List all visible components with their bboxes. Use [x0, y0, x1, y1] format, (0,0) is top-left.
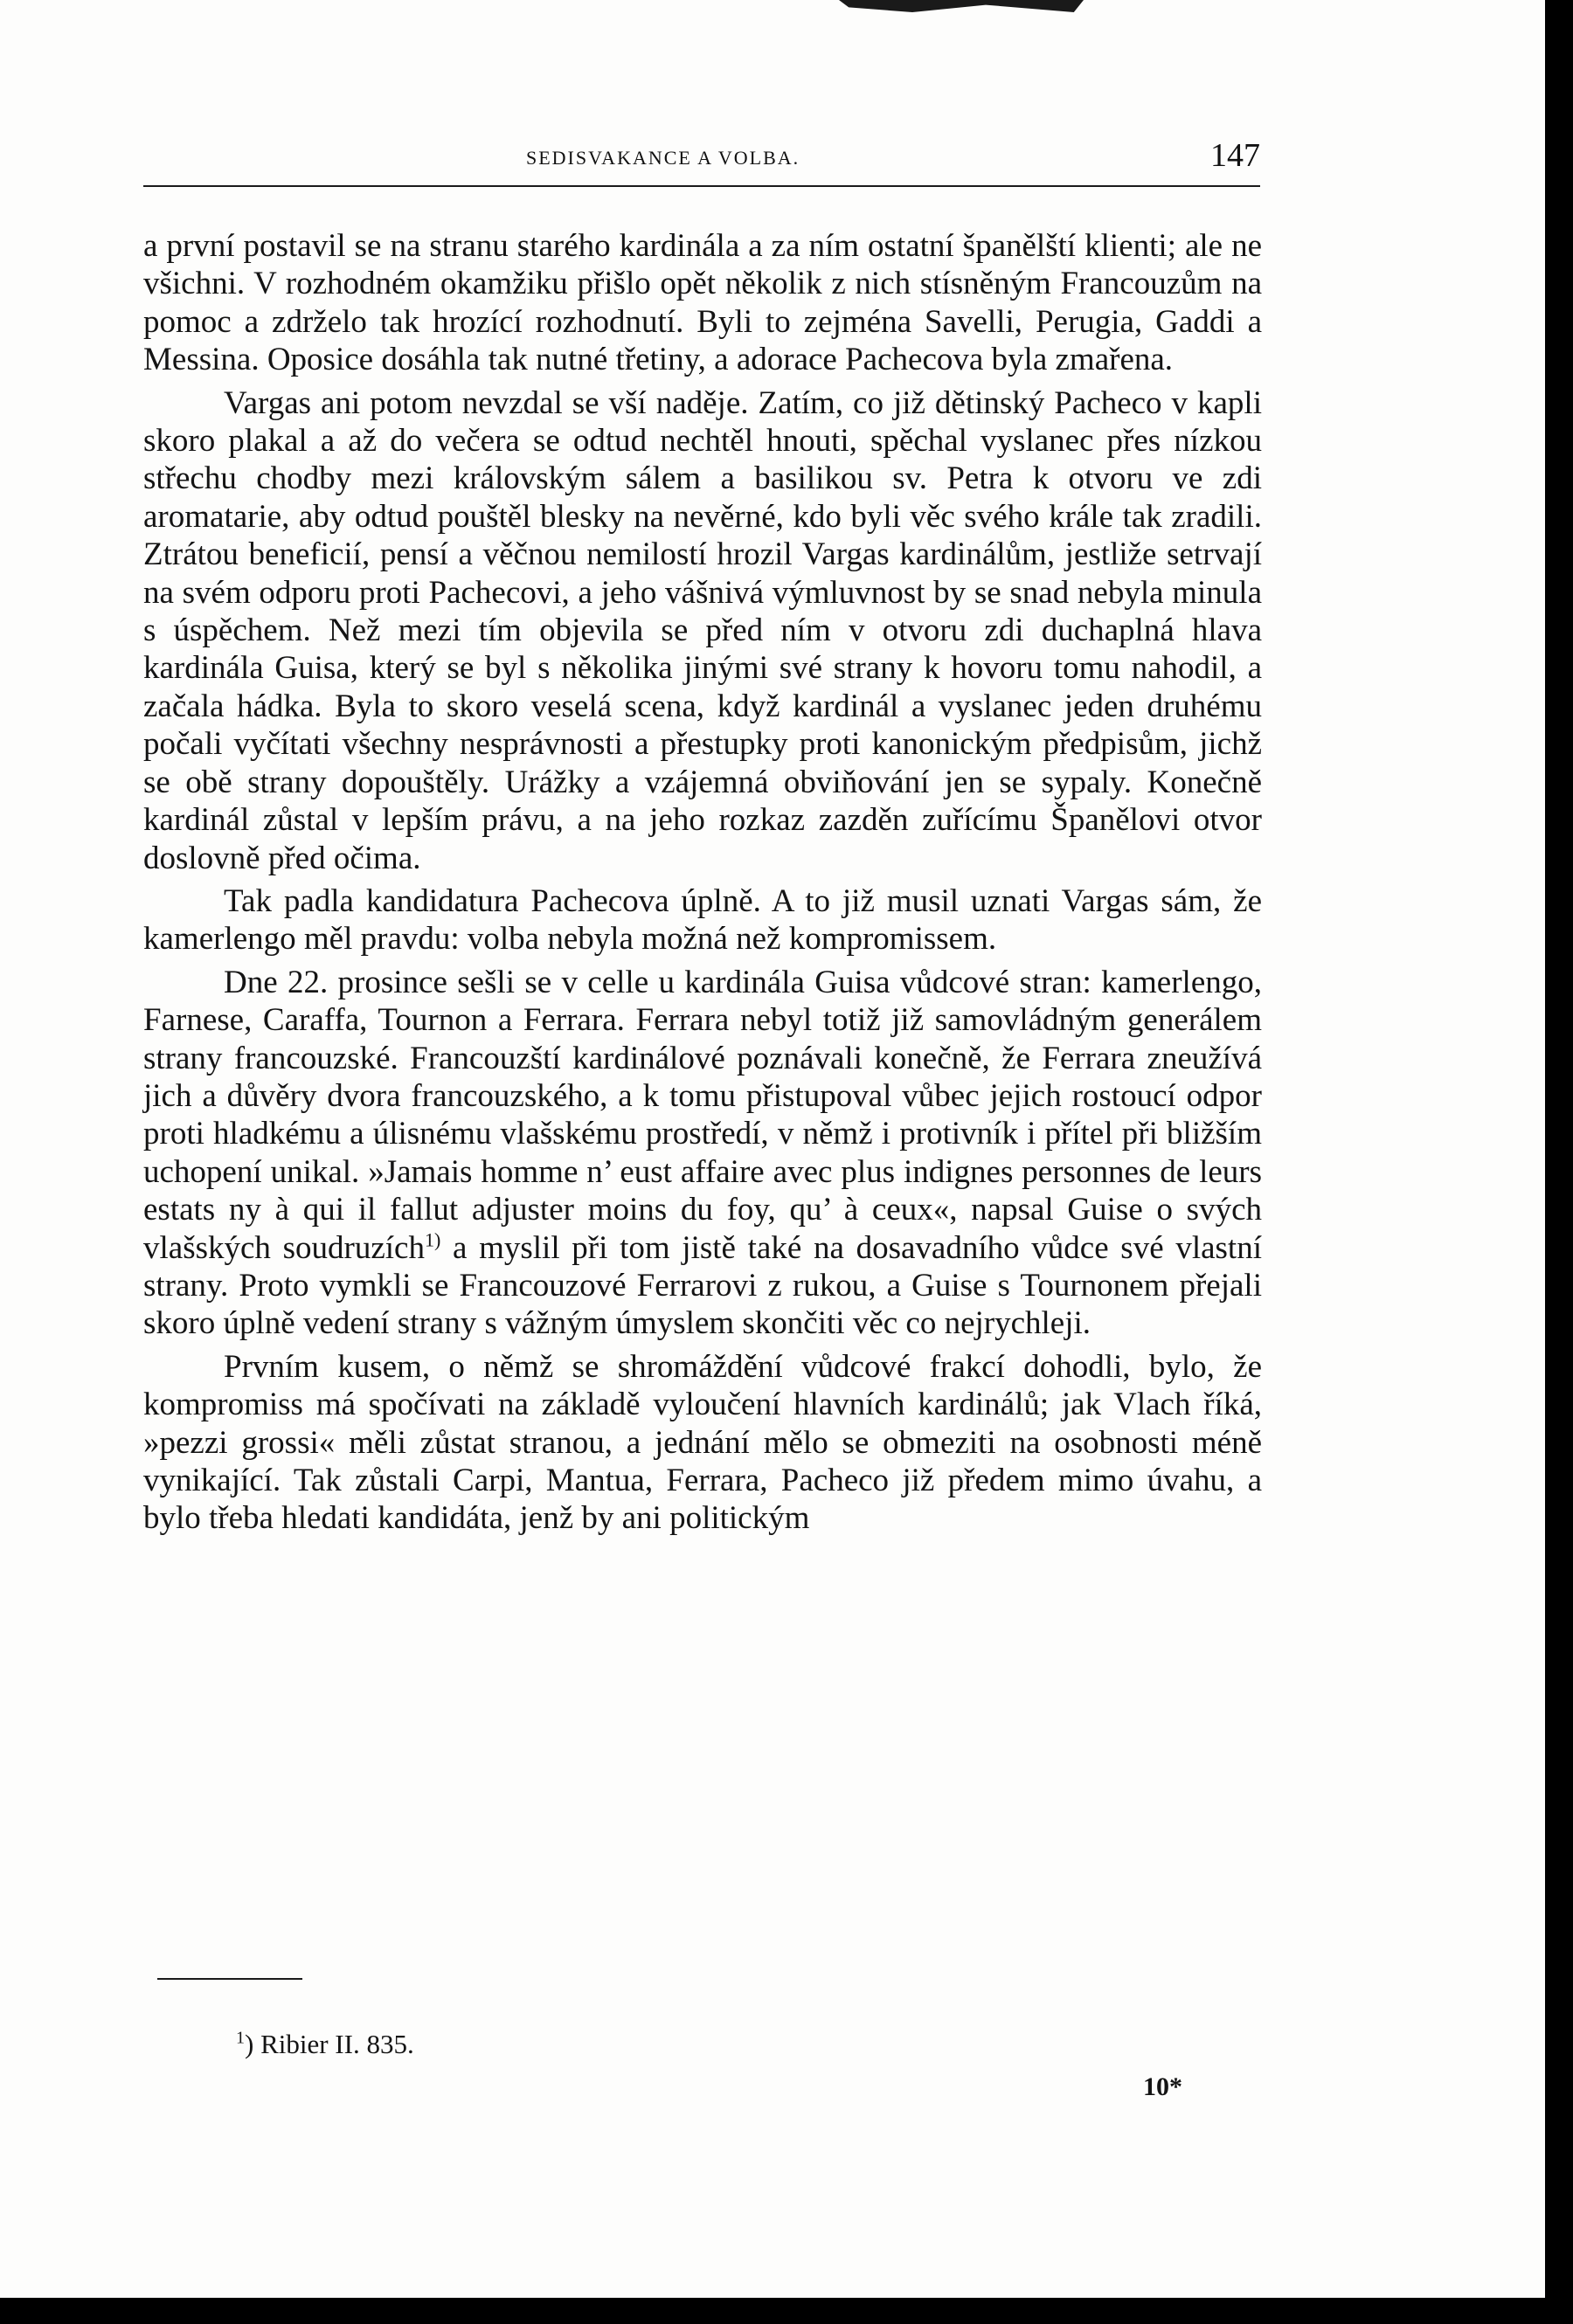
paragraph-text: Dne 22. prosince sešli se v celle u kardinála Guisa vůdcové stran: kamerlengo, Farnese, Caraffa, Tournon a Ferrara. Ferrara nebyl totiž již samovládným generálem strany francouzské. Francouzští kardinálové poznávali konečně, že Ferrara zneužívá jich a důvěry dvora francouzského, a k tomu přistupoval vůbec jejich rostoucí odpor proti hladkému a úlisnému vlašskému prostředí, v němž i protivník i přítel při bližším uchopení unikal. »Jamais homme n’ eust affaire avec plus indignes personnes de leurs estats ny à qui il fallut adjuster moins du foy, qu’ à ceux«, napsal Guise o svých vlašských soudruzích [143, 964, 1262, 1266]
page-number: 147 [1210, 137, 1260, 174]
scan-artifact [839, 0, 1084, 12]
main-text [143, 227, 1262, 1543]
footnote-divider [157, 1978, 302, 1980]
running-header [143, 131, 1260, 187]
paragraph-text: a myslil při tom jistě také na dosavadního vůdce své vlastní strany. Proto vymkli se Francouzové Ferrarovi z rukou, a Guise s Tournonem přejali skoro úplně vedení strany s vážným úmyslem skončiti věc co nejrychleji. [143, 1229, 1262, 1342]
scan-border-bottom [0, 2298, 1573, 2324]
paragraph: Prvním kusem, o němž se shromáždění vůdcové frakcí dohodli, bylo, že kompromiss má spočívati na základě vyloučení hlavních kardinálů; jak Vlach říká, »pezzi grossi« měli zůstat stranou, a jednání mělo se obmeziti na osobnosti méně vynikající. Tak zůstali Carpi, Mantua, Ferrara, Pacheco již předem mimo úvahu, a bylo třeba hledati kandidáta, jenž by ani politickým [143, 1348, 1262, 1537]
chapter-title: SEDISVAKANCE A VOLBA. [526, 147, 800, 169]
scan-border-right [1545, 0, 1573, 2324]
footnote [236, 2029, 414, 2060]
paragraph [143, 964, 1262, 1343]
paragraph: a první postavil se na stranu starého kardinála a za ním ostatní španělští klienti; ale ne všichni. V rozhodném okamžiku přišlo opět několik z nich stísněným Francouzům na pomoc a zdrželo tak hrozící rozhodnutí. Byli to zejména Savelli, Perugia, Gaddi a Messina. Oposice dosáhla tak nutné třetiny, a adorace Pachecova byla zmařena. [143, 228, 1262, 378]
printer-signature: 10* [1143, 2072, 1182, 2101]
paragraph: Tak padla kandidatura Pachecova úplně. A to již musil uznati Vargas sám, že kamerlengo měl pravdu: volba nebyla možná než kompromissem. [143, 882, 1262, 958]
footnote-text: ) Ribier II. 835. [245, 2029, 414, 2059]
paragraph: Vargas ani potom nevzdal se vší naděje. Zatím, co již dětinský Pacheco v kapli skoro plakal a až do večera se odtud nechtěl hnouti, spěchal vyslanec přes nízkou střechu chodby mezi královským sálem a basilikou sv. Petra k otvoru ve zdi aromatarie, aby odtud pouštěl blesky na nevěrné, kdo byli věc svého krále tak zradili. Ztrátou beneficií, pensí a věčnou nemilostí hrozil Vargas kardinálům, jestliže setrvají na svém odporu proti Pachecovi, a jeho vášnivá výmluvnost by se snad nebyla minula s úspěchem. Než mezi tím objevila se před ním v otvoru zdi duchaplná hlava kardinála Guisa, který se byl s několika jinými své strany k hovoru tomu nahodil, a začala hádka. Byla to skoro veselá scena, když kardinál a vyslanec jeden druhému počali vyčítati všechny nesprávnosti a přestupky proti kanonickým předpisům, jichž se obě strany dopouštěly. Urážky a vzájemná obviňování jen se sypaly. Konečně kardinál zůstal v lepším právu, a na jeho rozkaz zazděn zuřícímu Španělovi otvor doslovně před očima. [143, 384, 1262, 876]
footnote-reference: 1) [424, 1228, 441, 1251]
footnote-marker: 1 [236, 2028, 245, 2048]
